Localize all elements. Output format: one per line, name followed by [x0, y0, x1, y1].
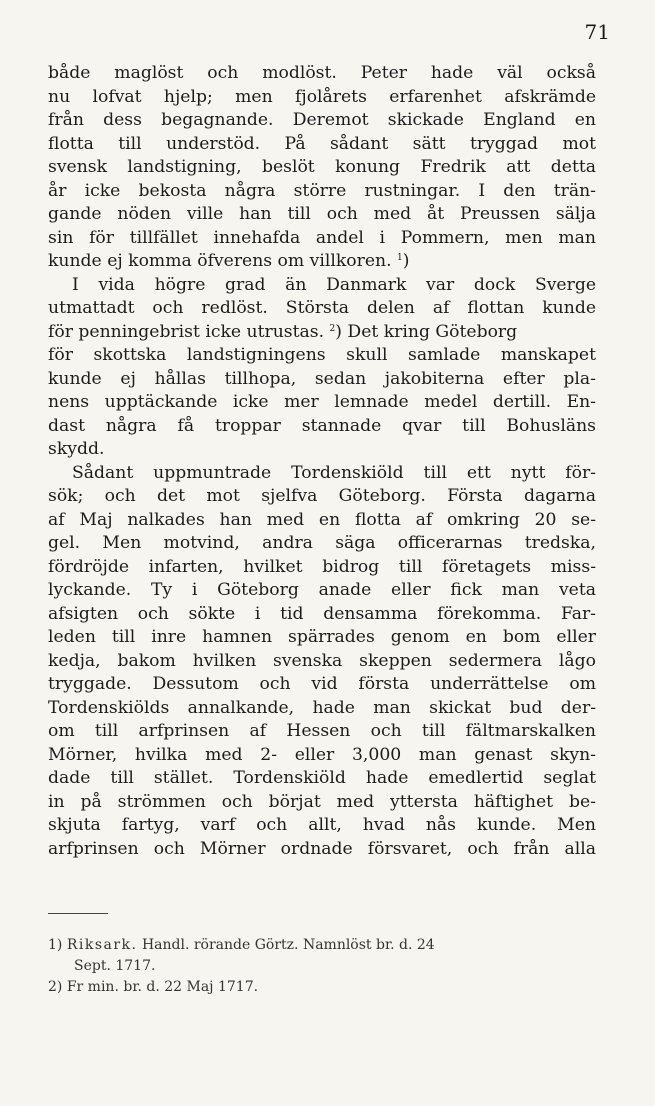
text-line: svensk landstigning, beslöt konung Fredrik att detta [48, 157, 596, 177]
footnote-mark: 2) [48, 979, 63, 995]
footnote-source: Riksark. [66, 937, 138, 953]
footnotes [48, 935, 598, 998]
text-line: sök; och det mot sjelfva Göteborg. Första dagarna [48, 486, 596, 506]
text-line: af Maj nalkades han med en flotta af omkring 20 se- [48, 509, 596, 530]
text-line: för penningebrist icke utrustas. $^2$) Det kring Göteborg [48, 321, 518, 342]
footnote-mark: 1) [48, 937, 63, 953]
text-fragment: för penningebrist icke utrustas. [48, 321, 325, 342]
text-line: gel. Men motvind, andra säga officerarnas tredska, [48, 533, 596, 553]
text-line: nu lofvat hjelp; men fjolårets erfarenhet afskrämde [48, 86, 596, 107]
text-line: dast några få troppar stannade qvar till Bohusläns [48, 415, 596, 436]
text-line: sin för tillfället innehafda andel i Pommern, men man [48, 227, 596, 248]
text-line: dade till stället. Tordenskiöld hade emedlertid seglat [48, 768, 596, 788]
footnote-text: Fr min. br. d. 22 Maj 1717. [62, 979, 259, 995]
footnote-1-continued: Sept. 1717. [74, 958, 156, 974]
text-line: kunde ej komma öfverens om villkoren. $^1$) [48, 251, 410, 271]
text-line: år icke bekosta några större rustningar. I den trän- [48, 180, 596, 201]
text-line: skjuta fartyg, varf och allt, hvad nås kunde. Men [48, 815, 596, 835]
text-line: både maglöst och modlöst. Peter hade väl också [48, 63, 596, 83]
text-line: utmattadt och redlöst. Största delen af flottan kunde [48, 298, 596, 318]
text-line: tryggade. Dessutom och vid första underrättelse om [48, 674, 596, 694]
text-line: flotta till understöd. På sådant sätt tryggad mot [48, 133, 596, 154]
text-line: skydd. [48, 439, 105, 459]
text-line: kunde ej hållas tillhopa, sedan jakobiterna efter pla- [48, 368, 596, 389]
text-line: Mörner, hvilka med 2- eller 3,000 man genast skyn- [48, 744, 596, 765]
body-text [48, 62, 596, 861]
text-line: afsigten och sökte i tid densamma förekomma. Far- [48, 603, 596, 624]
footnote-ref-2: 2 [329, 323, 336, 334]
footnote-2 [48, 977, 598, 998]
text-line: arfprinsen och Mörner ordnade försvaret, och från alla [48, 838, 596, 859]
text-line: gande nöden ville han till och med åt Preussen sälja [48, 204, 596, 224]
footnote-ref-1: 1 [397, 253, 403, 263]
text-line: Tordenskiölds annalkande, hade man skickat bud der- [48, 697, 596, 718]
text-line: kedja, bakom hvilken svenska skeppen sedermera lågo [48, 650, 596, 671]
footnote-1 [48, 935, 598, 956]
text-line: I vida högre grad än Danmark var dock Sverge [72, 274, 596, 295]
text-fragment: Det kring Göteborg [341, 321, 518, 342]
text-line: Sådant uppmuntrade Tordenskiöld till ett nytt för- [72, 462, 596, 483]
text-line: från dess begagnande. Deremot skickade England en [48, 110, 596, 130]
footnote-text: Handl. rörande Görtz. Namnlöst br. d. 24 [137, 937, 435, 953]
text-line: lyckande. Ty i Göteborg anade eller fick man veta [48, 580, 596, 600]
text-line: för skottska landstigningens skull samlade manskapet [48, 345, 596, 365]
footnote-divider [48, 913, 108, 914]
text-line: om till arfprinsen af Hessen och till fältmarskalken [48, 721, 596, 741]
page-number: 71 [584, 20, 610, 44]
text-fragment: kunde ej komma öfverens om villkoren. [48, 251, 392, 271]
text-line: fördröjde infarten, hvilket bidrog till företagets miss- [48, 556, 596, 577]
text-line: nens upptäckande icke mer lemnade medel dertill. En- [48, 392, 596, 412]
text-line: leden till inre hamnen spärrades genom en bom eller [48, 627, 596, 647]
text-line: in på strömmen och börjat med yttersta häftighet be- [48, 791, 596, 812]
